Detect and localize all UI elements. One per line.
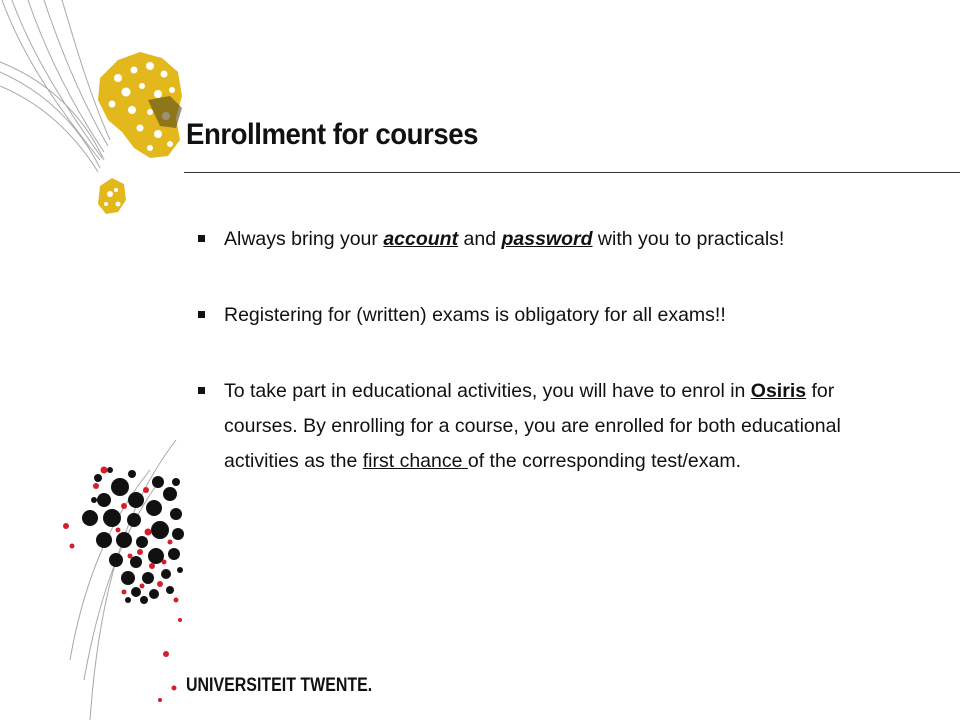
square-bullet-icon (198, 311, 205, 318)
gold-lattice (98, 52, 182, 214)
bullet-item (196, 222, 896, 257)
osiris-link[interactable]: Osiris (750, 380, 807, 402)
dot-cluster-red (63, 467, 182, 703)
bullet-text: with you to practicals! (592, 228, 785, 250)
bullet-list (196, 222, 896, 479)
bullet-text: To take part in educational activities, you will have to enrol in (224, 380, 751, 402)
account-emphasis: account (383, 228, 459, 250)
square-bullet-icon (198, 235, 205, 242)
bullet-item (196, 374, 896, 479)
title-divider (184, 172, 960, 173)
bullet-text: for courses. By enrolling for a course, you are enrolled for both educational activities as the (224, 380, 841, 472)
bullet-text: of the corresponding test/exam. (467, 450, 742, 472)
first-chance-emphasis: first chance (362, 450, 468, 472)
bullet-text: Registering for (written) exams is obligatory for all exams!! (224, 304, 726, 326)
slide-title: Enrollment for courses (186, 118, 479, 151)
university-logo: UNIVERSITEIT TWENTE. (186, 675, 373, 696)
bullet-text: Always bring your (224, 228, 384, 250)
bullet-text: and (458, 228, 502, 250)
password-emphasis: password (501, 228, 593, 250)
bullet-item (196, 298, 896, 333)
square-bullet-icon (198, 387, 205, 394)
